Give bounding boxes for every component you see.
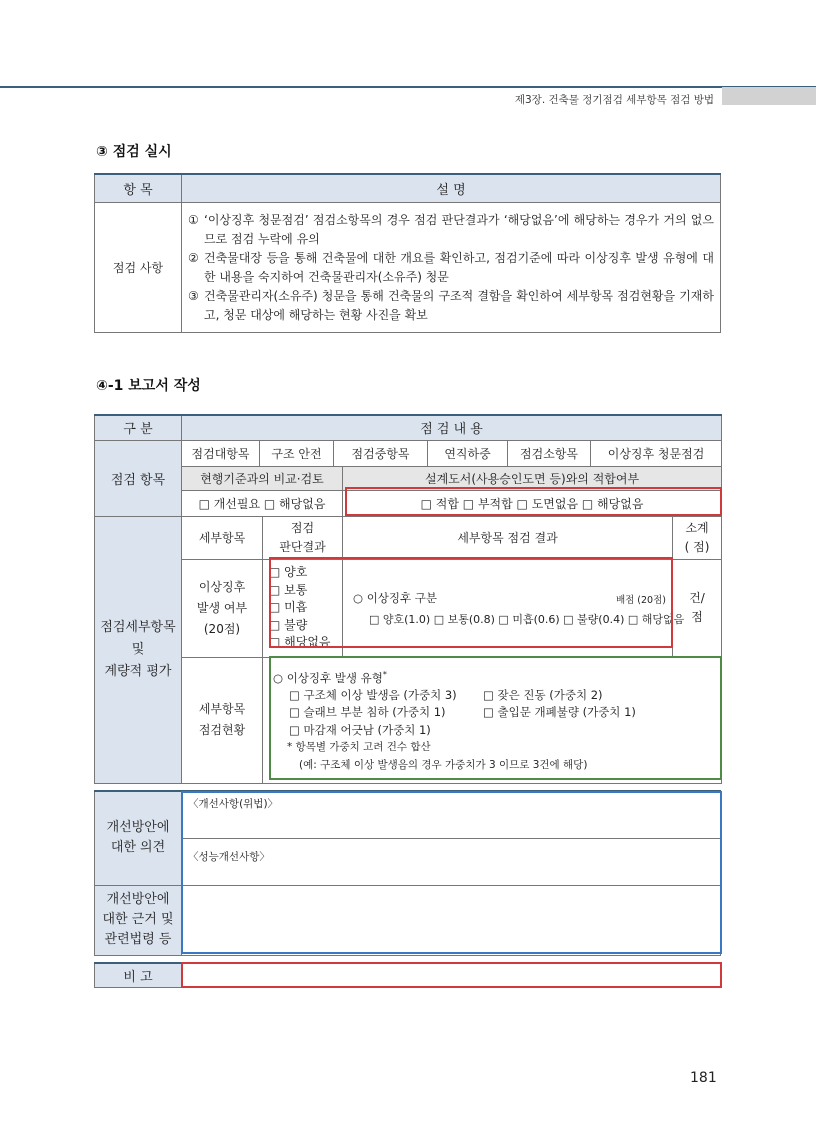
col-sub-item: 세부항목 [182,516,263,559]
section2-title: ④-1 보고서 작성 [96,378,201,394]
comparison-label: 현행기준과의 비교·검토 [182,466,343,490]
mid-value: 연직하중 [428,440,508,466]
check-item-label: 점검 항목 [95,440,182,516]
opinion-label: 개선방안에 대한 의견 [95,791,182,885]
judge-options[interactable]: □ 양호 □ 보통 □ 미흡 □ 불량 □ 해당없음 [263,559,343,657]
remark-label: 비 고 [95,963,182,987]
section1-title: ③ 점검 실시 [96,144,172,160]
status-highlight-box [269,656,722,780]
status-row[interactable]: □ 마감재 어긋남 (가중치 1) [289,722,431,737]
minor-value: 이상징후 청문점검 [591,440,722,466]
header-rule [0,86,816,88]
opinion-highlight-box [181,791,722,954]
desc-item: ② 건축물대장 등을 통해 건축물에 대한 개요를 확인하고, 점검기준에 따라 이상징후 발생 유형에 대한 내용을 숙지하여 건축물관리자(소유주) 청문 [188,250,714,284]
total-cell: 건/ 점 [673,559,722,657]
col-result: 세부항목 점검 결과 [343,516,673,559]
desc-item: ③ 건축물관리자(소유주) 청문을 통해 건축물의 구조적 결함을 확인하여 세부항목 점검현황을 기재하고, 청문 대상에 해당하는 현황 사진을 확보 [188,288,714,322]
design-options[interactable]: □ 적합 □ 부적합 □ 도면없음 □ 해당없음 [343,490,722,516]
status-row[interactable]: □ 슬래브 부분 침하 (가중치 1) □ 출입문 개폐불량 (가중치 1) [289,705,636,720]
chapter-title: 제3장. 건축물 정기점검 세부항목 점검 방법 [514,94,714,106]
remark-highlight-box [181,962,722,988]
major-label: 점검대항목 [182,440,260,466]
minor-label: 점검소항목 [508,440,591,466]
row1-label: 이상징후 발생 여부 (20점) [182,559,263,657]
col-judge: 점검 판단결과 [263,516,343,559]
row-label: 점검 사항 [95,202,182,332]
status-row[interactable]: □ 구조체 이상 발생음 (가중치 3) □ 잦은 진동 (가중치 2) [289,687,603,702]
col-item-header: 항 목 [95,174,182,202]
col-div-header: 구 분 [95,415,182,440]
result-score: 배점 (20점) [615,594,666,606]
description-cell [182,202,721,332]
design-highlight-box [345,487,722,516]
result-options[interactable]: □ 양호(1.0) □ 보통(0.8) □ 미흡(0.6) □ 불량(0.4) □ 해당없음 [369,612,685,626]
inspection-table [94,173,721,333]
col-content-header: 점 검 내 용 [182,415,722,440]
chapter-tab [722,87,816,105]
desc-item: ① ‘이상징후 청문점검’ 점검소항목의 경우 점검 판단결과가 ‘해당없음’에 해당하는 경우가 거의 없으므로 점검 누락에 유의 [188,212,714,246]
status-note: (예: 구조체 이상 발생음의 경우 가중치가 3 이므로 3건에 해당) [299,758,588,771]
col-total: 소계 ( 점) [673,516,722,559]
result-highlight-box [269,557,685,648]
violation-field[interactable]: 〈개선사항(위법)〉 [182,791,721,838]
page-number: 181 [690,1070,717,1086]
basis-label: 개선방안에 대한 근거 및 관련법령 등 [95,885,182,955]
row2-label: 세부항목 점검현황 [182,657,263,783]
major-value: 구조 안전 [260,440,334,466]
status-note: * 항목별 가중치 고려 건수 합산 [287,741,431,754]
performance-field[interactable]: 〈성능개선사항〉 [182,838,721,885]
mid-label: 점검중항목 [334,440,428,466]
status-title: ○ 이상징후 발생 유형* [273,669,387,685]
result-title: ○ 이상징후 구분 [353,590,437,605]
col-desc-header: 설 명 [182,174,721,202]
detail-label: 점검세부항목 및 계량적 평가 [95,516,182,783]
comparison-options[interactable]: □ 개선필요 □ 해당없음 [182,490,343,516]
design-label: 설계도서(사용승인도면 등)와의 적합여부 [343,466,722,490]
